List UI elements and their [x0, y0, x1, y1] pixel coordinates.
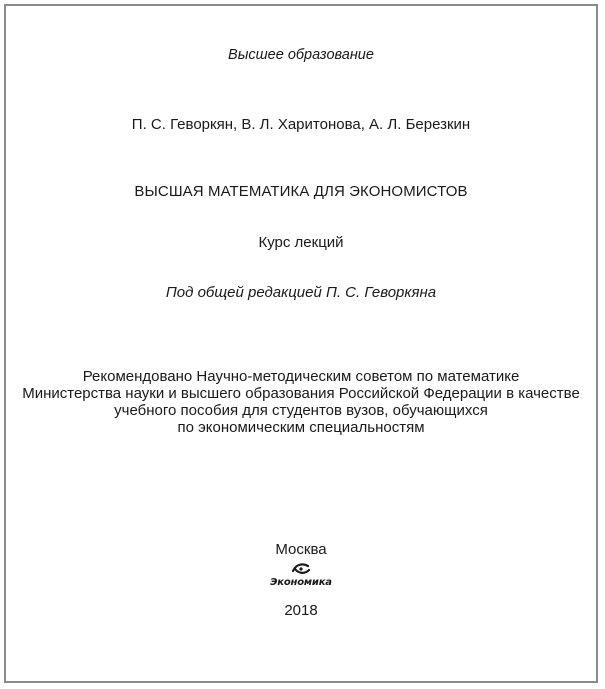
editor-credit: Под общей редакцией П. С. Геворкяна: [165, 284, 437, 301]
publication-year: 2018: [284, 602, 318, 619]
recommendation-line: учебного пособия для студентов вузов, обучающихся: [114, 402, 488, 419]
recommendation-line: Министерства науки и высшего образования Российской Федерации в качестве: [22, 385, 580, 402]
publisher-logo: [6, 562, 596, 588]
recommendation-line: Рекомендовано Научно-методическим советом по математике: [82, 368, 520, 385]
publication-city: Москва: [275, 541, 327, 558]
publisher-emblem-icon: [291, 562, 311, 576]
recommendation-note: [6, 368, 596, 436]
title-page: [4, 4, 598, 683]
recommendation-line: по экономическим специальностям: [177, 419, 425, 436]
book-title: ВЫСШАЯ МАТЕМАТИКА ДЛЯ ЭКОНОМИСТОВ: [134, 183, 468, 200]
authors: П. С. Геворкян, В. Л. Харитонова, А. Л. Березкин: [131, 116, 471, 133]
publisher-name: Экономика: [270, 577, 332, 588]
book-subtitle: Курс лекций: [258, 234, 344, 251]
series-name: Высшее образование: [228, 47, 374, 63]
